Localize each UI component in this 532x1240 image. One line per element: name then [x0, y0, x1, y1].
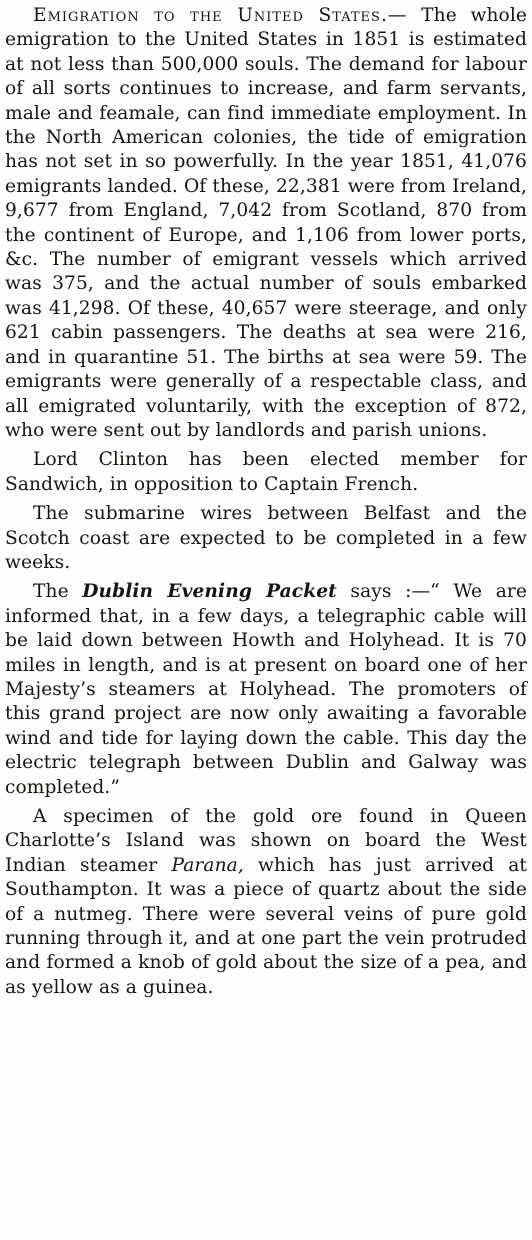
gold-ore-lead: A specimen of the gold ore found in Queen Charlotte’s Island was shown on board the West Indian steamer [5, 806, 527, 876]
telegraph-lead: The [33, 581, 83, 603]
election-paragraph [5, 448, 527, 497]
telegraph-text: says :—“ We are informed that, in a few days, a telegraphic cable will be laid down between Howth and Holyhead. It is 70 miles in length, and is at present on board one of her Majesty’s steamers at Holyhead. The promoters of this grand project are now only awaiting a favorable wind and tide for laying down the cable. This day the electric telegraph between Dublin and Galway was completed.” [5, 581, 528, 798]
submarine-wires-text: The submarine wires between Belfast and the Scotch coast are expected to be completed in a few weeks. [5, 503, 527, 573]
emigration-paragraph [5, 4, 527, 443]
submarine-wires-paragraph [5, 502, 527, 575]
gold-ore-paragraph [5, 805, 527, 1000]
news-column [5, 4, 527, 1005]
election-text: Lord Clinton has been elected member for Sandwich, in opposition to Captain French. [5, 449, 527, 495]
emigration-headline: Emigration to the United States.— [33, 5, 408, 26]
gold-ore-text: which has just arrived at Southampton. It was a piece of quartz about the side of a nutmeg. There were several veins of pure gold running through it, and at one part the vein protruded and formed a knob of gold about the size of a pea, and as yellow as a guinea. [5, 854, 527, 998]
telegraph-paragraph [5, 580, 527, 800]
ship-name: Parana, [171, 854, 244, 876]
emigration-text: The whole emigration to the United States in 1851 is estimated at not less than 500,000 souls. The demand for labour of all sorts continues to increase, and farm servants, male and feamale, can find immediate employment. In the North American colonies, the tide of emigration has not set in so powerfully. In the year 1851, 41,076 emigrants landed. Of these, 22,381 were from Ireland, 9,677 from England, 7,042 from Scotland, 870 from the continent of Europe, and 1,106 from lower ports, &c. The number of emigrant vessels which arrived was 375, and the actual number of souls embarked was 41,298. Of these, 40,657 were steerage, and only 621 cabin passengers. The deaths at sea were 216, and in quarantine 51. The births at sea were 59. The emigrants were generally of a respectable class, and all emigrated voluntarily, with the exception of 872, who were sent out by landlords and parish unions. [5, 5, 527, 441]
newspaper-title: Dublin Evening Packet [82, 581, 337, 603]
